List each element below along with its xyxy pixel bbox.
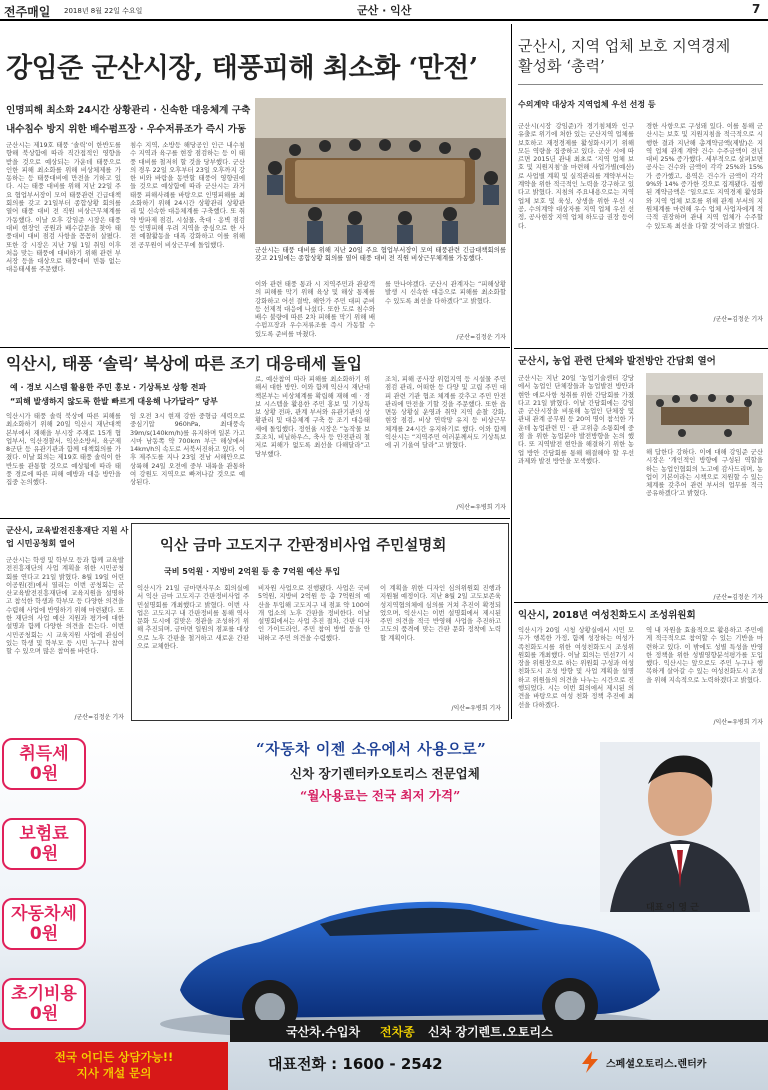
ad-consult-banner: [0, 1042, 228, 1090]
article1-col3: 이와 관련 태풍 통과 시 지역주민과 관광객의 피해를 막기 위해 육상 및 해상 통제를 강화하고 어선 결박, 해안가 주민 대피 준비 등 선제적 대응에 나섰다. 또한 도로 침수와 배수 불량에 따른 2차 피해를 막기 위해 배수펌프장과 우수저류조를 즉시 가동할 수 있도록 준비를 마쳤다.: [255, 280, 375, 338]
ad-slogan: “자동차 이젠 소유에서 사용으로”: [256, 740, 487, 758]
article3-col1: 군산시는 지난 20일 ‘농업기술센터 강당에서 농업인 단체장들과 농업발전 방안과 현안 애로사항 청취를 위한 간담회를 가졌다고 21일 밝혔다. 이날 간담회에는 강임준 군산시장을 비롯해 농업인 단체장 및 관내 관계 공무원 등 20여 명이 참석한 가운데 농업관련 민 · 관 고위층 소통회에 중점 을 위한 농업분야 발전방향을 논의 했다. 또 지역발전 현안을 해결하기 위한 농업 방안 간담회를 통해 해결해야 할 우선 과제와 발전 방안을 모색했다.: [518, 374, 634, 465]
section-label: 군산 · 익산: [357, 4, 412, 17]
article3-headline: 군산시, 농업 관련 단체와 발전방안 간담회 열어: [518, 356, 716, 367]
article1-byline: /군산=김정운 기자: [456, 334, 506, 341]
article1-subhead-2: 내수침수 방지 위한 배수펌프장 · 우수저류조가 즉시 가동: [6, 124, 247, 135]
article3-byline: /군산=김정운 기자: [713, 594, 763, 601]
ad-company-desc: 신차 장기렌터카오토리스 전문업체: [290, 766, 480, 781]
ad-brand-logo: [578, 1050, 768, 1080]
article2-subhead: 수의계약 대상자 지역업체 우선 선정 등: [518, 100, 656, 109]
article4-col4: 조치, 피해 공사장 위험지역 등 시설물 주민 점검 관리, 어떠한 등 다양 및 고립 주민 대피 관련 기관 협조 체계를 갖추고 주민 안전 관리에 만전을 기할 것을 주문했다. 또한 읍면동 상황실 운영과 취약 지역 순찰 강화, 현장 점검, 비상 연락망 유지 등 비상근무 체계를 24시간 유지하기로 했다. 이와 함께 익산시는 “지역주민 여러분께서도 기상특보에 귀 기울여 달라”고 밝혔다.: [385, 375, 506, 450]
ad-service-lease: 신차 장기렌트.오토리스: [428, 1025, 553, 1039]
article6-subhead: 국비 5억원 · 지방비 2억원 등 총 7억원 예산 투입: [164, 567, 341, 576]
header-rule: [0, 19, 768, 21]
right-rule-1: [514, 348, 768, 349]
ad-service-all-models: 전차종: [380, 1025, 415, 1039]
article5-col1: 군산시는 학생 및 학부모 등과 함께 교육발전진흥재단의 사업 계획을 위한 시민공청회를 연다고 21일 밝혔다. 8월 19일 어린이공원(전)에서 열리는 이번 공청회는 군산교육발전진흥재단에 교육지원을 설명하고 참석한 학생과 학부모 등 다양한 의견을 수렴해 사업에 반영하기 위해 마련됐다. 또한 재단의 사업 예산 지원과 평가에 대한 설명과 함께 다양한 의견을 듣는다. 이번 시민공청회는 시 교육지원 사업에 관심이 있는 학생 및 학부모 등 시민 누구나 참여할 수 있으며 많은 참여를 바란다.: [6, 556, 124, 656]
article7-col2: 역 내 자원을 효율적으로 활용하고 주민에게 적극적으로 참여할 수 있는 기반을 마련하고 있다. 이 밖에도 성별 특성을 반영한 정책을 위한 성별영향분석평가를 도입했다. 익산시는 앞으로도 주민 누구나 행복하게 살아갈 수 있는 여성친화도시 조성을 위해 지속적으로 노력하겠다고 밝혔다.: [646, 626, 763, 684]
ad-box-acquisition-tax: 취득세 0원: [2, 738, 86, 790]
article4-col2: 임 오전 3시 현재 강한 중형급 세력으로 중심기압 960hPa, 최대풍속 39m/s(140km/h)를 유지하며 일본 가고시마 남동쪽 약 700km 부근 해상에서 14km/h의 속도로 서북서진하고 있다. 이후 제주도를 지나 23일 전남 서해안으로 상륙해 24일 오전에 중부 내륙을 관통하여 강원도 지역으로 빠져나갈 것으로 예상된다.: [130, 412, 245, 487]
article2-col2: 경한 사항으로 구성돼 있다. 이를 통해 군산시는 보호 및 지원지침을 적극적으로 시행한 결과 지난해 총계약금액(제발)은 지역 업체 관계 계약 건수 수주금액이 전년대비 25% 증가했다. 세부적으로 살펴보면 공사는 건수와 금액이 각각 25%와 15%가 증가했고, 용역은 건수가 금액이 각각 9%와 14% 증가한 것으로 집계됐다. 집행된 계약금액은 ‘일으로도 지역경제 활성화와 지역 업체 보호를 위해 관계 부서의 지원체계를 마련해 우수 업체 사업자에게 적극적 권장하며 관내 지역 업체가 수주할 수 있도록 최선을 다할 것’이라고 밝혔다.: [646, 122, 763, 230]
article6-col3: 이 계획을 위한 디자인 심의위원회 진행과 지원될 예정이다. 지난 8월 2일 고도보존육성지역협의체에 심의를 거쳐 추진이 확정되었으며, 익산시는 이번 설명회에서 제시된 주민 의견을 적극 반영해 사업을 추진하고 고도의 품격에 맞는 간판 문화 정착에 노력할 계획이다.: [380, 584, 501, 642]
article1-col2: 침수 지역, 소방등 해당공인 인근 내수침수 지역과 육구를 현장 점검하는 등 이 태풍 대비를 철저히 할 것을 당부했다. 군산의 경우 22일 오후부터 23일 오후까지 강한 비와 바람을 동반할 태풍이 영향권에 들 것으로 예상함에 따라 군산시는 과거 태풍 피해사례를 바탕으로 인명피해를 최소화하기 위해 24시간 상황관리 상황관리 및 신속한 대응체계를 구축했다. 또 취약 방파제 점검, 시설물, 축대 · 옹벽 점검 등 인명피해 우려 지역을 중심으로 한 사전 예찰활동을 대폭 강화하고 이를 위해 전 공무원이 비상근무에 돌입했다.: [130, 141, 245, 249]
article1-subhead-1: 인명피해 최소화 24시간 상황관리 · 신속한 대응체계 구축: [6, 105, 251, 116]
article4-col1: 익산시가 태풍 솔릭 북상에 따른 피해를 최소화하기 위해 20일 익산시 재난대책본부에서 재해을 부시장 주재로 15개 협업부서, 익산경찰서, 익산소방서, 육군제8군단 등 유관기관과 함께 대책회의를 가졌다. 이날 회의는 제19호 태풍 솔릭이 한반도를 관통할 것으로 예상됨에 따라 태풍 경로에 따른 피해 예방과 대응 방안을 집중 논의했다.: [6, 412, 121, 487]
article4-col3: 로, 예산참여 따라 피해를 최소화하기 위해서 대한 방안. 이와 함께 익산시 재난대책본부는 비상체계를 확립해 재해 예 · 경보 시스템을 활용한 주민 홍보 및 기상특보 상황 전파, 관계 부서와 유관기관의 상황관리 및 대응체계 구축 등 조기 대응태세에 돌입했다. 정헌율 시장은 “농작물 보호조치, 비닐하우스, 축사 등 안전관리 철저로 피해가 없도록 최선을 다해달라”고 당부했다.: [255, 375, 370, 458]
ad-branch: 지사 개설 문의: [76, 1066, 152, 1080]
representative-photo: [600, 742, 760, 912]
article2-headline: 군산시, 지역 업체 보호 지역경제 활성화 ‘총력’: [518, 37, 731, 75]
ad-box-vehicle-tax: 자동차세 0원: [2, 898, 86, 950]
article1-col1: 군산시는 제19호 태풍 ‘솔릭’이 한반도를 향해 북상함에 따라 직간접적인 영향을 받을 것으로 예상되는 가운데 태풍으로 인한 피해 최소화를 위해 비상체제를 가동하는 등 태풍대비에 만전을 기하고 있다. 시는 태풍 대비를 위해 지난 22일 주요 협업부서장이 모여 태풍관련 긴급대책회의를 갖고 21일부터 종합상황 회의를 열어 태풍 대비 전 직원 비상근무체계를 가동했다. 이날 오후 강임준 시장은 태풍대비 현장인 공원과 배수갑문을 찾아 태풍대비 대비 점검 사항을 꼼꼼히 살폈다. 또한 강 시장은 지난 7월 1일 취임 이후 처음 맞는 태풍에 대비하기 위해 관련 부서장 등을 대상으로 태풍대비 빈틈 없는 대응태세를 주문했다.: [6, 141, 121, 274]
article6-col2: 비자원 사업으로 진행됐다. 사업은 국비 5억원, 지방비 2억원 등 총 7억원의 예산을 투입해 고도지구 내 점포 약 100여 개 업소의 노후 간판을 정비한다. 이날 설명회에서는 사업 추진 절차, 간판 디자인 가이드라인, 주민 참여 방법 등을 안내하고 주민 의견을 수렴했다.: [258, 584, 370, 642]
article2-byline: /군산=김정운 기자: [713, 316, 763, 323]
article4-subhead-2: “피해 발생하지 않도록 한발 빠르게 대응해 나가달라” 당부: [10, 397, 218, 406]
ad-tagline: “월사용료는 전국 최저 가격”: [300, 788, 461, 803]
ad-service-import: 국산차.수입차: [286, 1025, 361, 1039]
ad-representative-label: 대표 이 영 근: [646, 903, 699, 913]
ad-box-initial-cost: 초기비용 0원: [2, 978, 86, 1030]
article3-col2: 해 답한다 강하다. 이에 대해 강임준 군산시장은 ‘개인적인 방향에 구성된 역할을 하는 농업인협회의 노고에 감사드리며, 농업이 기본이라는 시책으로 지원할 수 있는 체계를 갖추어 관련 부서의 업무를 적극 공유하겠다’고 밝혔다.: [646, 448, 763, 498]
article5-byline: /군산=김정운 기자: [74, 714, 124, 721]
article4-subhead-1: 예 · 경보 시스템 활용한 주민 홍보 · 기상특보 상황 전파: [10, 383, 207, 392]
ad-nationwide: 전국 어디든 상담가능!!: [54, 1050, 174, 1064]
article1-headline: 강임준 군산시장, 태풍피해 최소화 ‘만전’: [6, 53, 478, 84]
column-divider: [511, 24, 512, 719]
article5-headline: 군산시, 교육발전진흥재단 지원 사업 시민공청회 열어: [6, 525, 129, 548]
ad-brand-name: 스페셜오토리스.렌터카: [606, 1059, 707, 1070]
issue-date: 2018년 8월 22일 수요일: [64, 7, 143, 15]
article7-byline: /익산=우병희 기자: [713, 719, 763, 726]
ad-box-insurance: 보험료 0원: [2, 818, 86, 870]
left-rule-2: [0, 518, 510, 519]
article4-headline: 익산시, 태풍 ‘솔릭’ 북상에 따른 조기 대응태세 돌입: [6, 354, 362, 373]
article1-col4: 를 만나야겠다. 군산시 관계자는 “피해상황 발생 시 신속한 대응으로 피해를 최소화할 수 있도록 최선을 다하겠다”고 밝혔다.: [385, 280, 506, 305]
left-rule-1: [0, 347, 510, 348]
article6-headline: 익산 금마 고도지구 간판정비사업 주민설명회: [160, 537, 447, 554]
article7-col1: 익산시가 20일 시청 상황실에서 시민 모두가 행복한 가정, 함께 성장하는 여성가족친화도시를 위한 여성친화도시 조성위원회를 개최했다. 이날 회의는 민선7기 시장을 위원장으로 하는 위원회 구성과 여성친화도시 조성 방향 및 사업 계획을 설명하고 위원들의 의견을 나누는 시간으로 진행되었다. 시는 이번 회의에서 제시된 의견을 바탕으로 여성 친화 정책 추진에 최선을 다하겠다.: [518, 626, 634, 709]
article6-col1: 익산시가 21일 금마면사무소 회의실에서 익산 금마 고도지구 간판정비사업 주민설명회를 개최했다고 밝혔다. 이번 사업은 고도지구 내 간판정비를 통해 역사문화 도시에 걸맞은 경관을 조성하기 위해 추진되며, 금마면 일원의 점포를 대상으로 노후 간판을 철거하고 새로운 간판으로 교체한다.: [137, 584, 249, 651]
article4-byline: /익산=우병희 기자: [456, 504, 506, 511]
page-number: 7: [752, 2, 761, 16]
article2-col1: 군산시(시장 강임준)가 경기침체와 인구유출로 위기에 처한 있는 군산지역 업체를 보호하고 재정경제를 활성화시키기 위해 모든 역량을 집중하고 있다. 군산 시에 따르면 2015년 관내 최초로 ‘지역 업체 보호 및 지원지침’을 마련해 사업가별(예산)로 사업별 계획 및 실적관리를 계약부서는 계약을 위한 적극적인 노력을 강구하고 있다고 밝혔다. 지침의 주요내용으로는 지역 업체 보호 및 육성, 상생을 위한 우선 시공, 수의계약 대상자를 지역 업체 우선 선정, 공사현장 지역 업체 하도급 권장 등이다.: [518, 122, 634, 230]
paper-name: 전주매일: [4, 5, 51, 19]
ad-service-bar: [230, 1020, 768, 1042]
ad-phone: 대표전화 : 1600 - 2542: [268, 1055, 443, 1073]
page-header: [0, 0, 768, 20]
right-rule-2: [514, 602, 768, 603]
article3-meeting-photo: [646, 373, 763, 444]
advertisement: [0, 728, 768, 1090]
article1-meeting-photo: [255, 98, 506, 244]
article7-headline: 익산시, 2018년 여성친화도시 조성위원회: [518, 610, 696, 621]
brand-logo-icon: [578, 1050, 602, 1074]
article6-byline: /익산=우병희 기자: [451, 705, 501, 712]
article1-photo-caption: 군산시는 태풍 대비를 위해 지난 20일 주요 협업부서장이 모여 태풍관련 긴급대책회의를 갖고 21일에는 종합상황 회의를 열어 태풍 대비 전 직원 비상근무체계를 가동했다.: [255, 246, 506, 263]
article2-rule: [518, 84, 763, 85]
